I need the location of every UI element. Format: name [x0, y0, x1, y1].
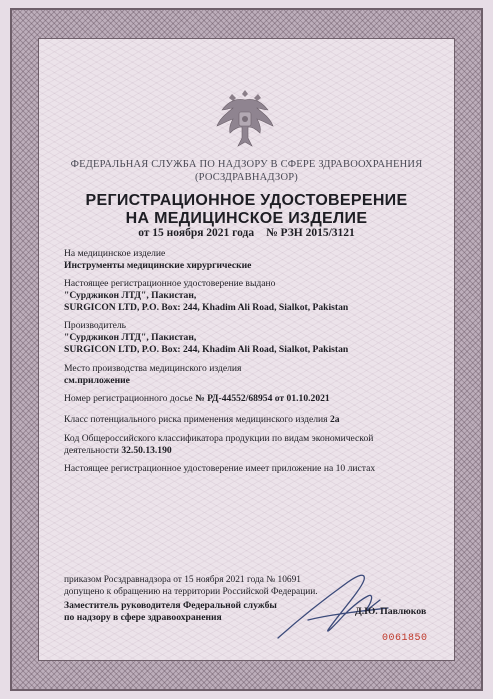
production-site-label: Место производства медицинского изделия [64, 363, 242, 374]
agency-name-line2: (РОСЗДРАВНАДЗОР) [194, 172, 298, 183]
signer-title-line2: по надзору в сфере здравоохранения [64, 612, 222, 623]
risk-class-value: 2а [329, 414, 340, 425]
dossier-value: № РД-44552/68954 от 01.10.2021 [195, 393, 330, 404]
issue-line [60, 227, 433, 239]
approval-order-line2: допущено к обращению на территории Российской Федерации. [64, 586, 318, 597]
okp-code-label-line2: деятельности [64, 445, 119, 456]
double-headed-eagle-icon [214, 86, 276, 152]
issue-date: от 15 ноября 2021 года [138, 227, 255, 239]
manufacturer-field [64, 320, 434, 356]
registration-number: № РЗН 2015/3121 [266, 227, 355, 239]
issued-to-label: Настоящее регистрационное удостоверение выдано [64, 278, 276, 289]
device-field [64, 248, 434, 272]
dossier-label: Номер регистрационного досье [64, 393, 193, 404]
document-title-line2: НА МЕДИЦИНСКОЕ ИЗДЕЛИЕ [125, 210, 368, 227]
manufacturer-value-line1: "Сурджикон ЛТД", Пакистан, [64, 332, 197, 343]
device-value: Инструменты медицинские хирургические [64, 260, 252, 271]
document-title-line1: РЕГИСТРАЦИОННОЕ УДОСТОВЕРЕНИЕ [85, 192, 408, 209]
issued-to-field [64, 278, 434, 314]
appendix-text: Настоящее регистрационное удостоверение имеет приложение на 10 листах [64, 463, 376, 474]
issued-to-value-line1: "Сурджикон ЛТД", Пакистан, [64, 290, 197, 301]
production-site-field [64, 363, 434, 387]
signer-name: Д.Ю. Павлюков [355, 606, 427, 617]
signer-title-line1: Заместитель руководителя Федеральной службы [64, 600, 277, 611]
manufacturer-value-line2: SURGICON LTD, P.O. Box: 244, Khadim Ali Road, Sialkot, Pakistan [64, 344, 349, 355]
okp-code-label-line1: Код Общероссийского классификатора продукции по видам экономической [64, 433, 374, 444]
okp-code-field [64, 433, 434, 457]
production-site-value: см.приложение [64, 375, 130, 386]
manufacturer-label: Производитель [64, 320, 127, 331]
okp-code-value: 32.50.13.190 [121, 445, 172, 456]
risk-class-field [64, 414, 434, 426]
serial-number: 0061850 [382, 633, 428, 644]
document-title [60, 192, 433, 228]
agency-name-line1: ФЕДЕРАЛЬНАЯ СЛУЖБА ПО НАДЗОРУ В СФЕРЕ ЗДРАВООХРАНЕНИЯ [70, 159, 423, 170]
dossier-field [64, 393, 434, 405]
risk-class-label: Класс потенциального риска применения медицинского изделия [64, 414, 328, 425]
approval-order-line1: приказом Росздравнадзора от 15 ноября 2021 года № 10691 [64, 575, 301, 585]
issued-to-value-line2: SURGICON LTD, P.O. Box: 244, Khadim Ali Road, Sialkot, Pakistan [64, 302, 349, 313]
appendix-field [64, 463, 434, 475]
device-label: На медицинское изделие [64, 248, 166, 259]
agency-name [60, 158, 433, 184]
signer-title [64, 600, 324, 624]
